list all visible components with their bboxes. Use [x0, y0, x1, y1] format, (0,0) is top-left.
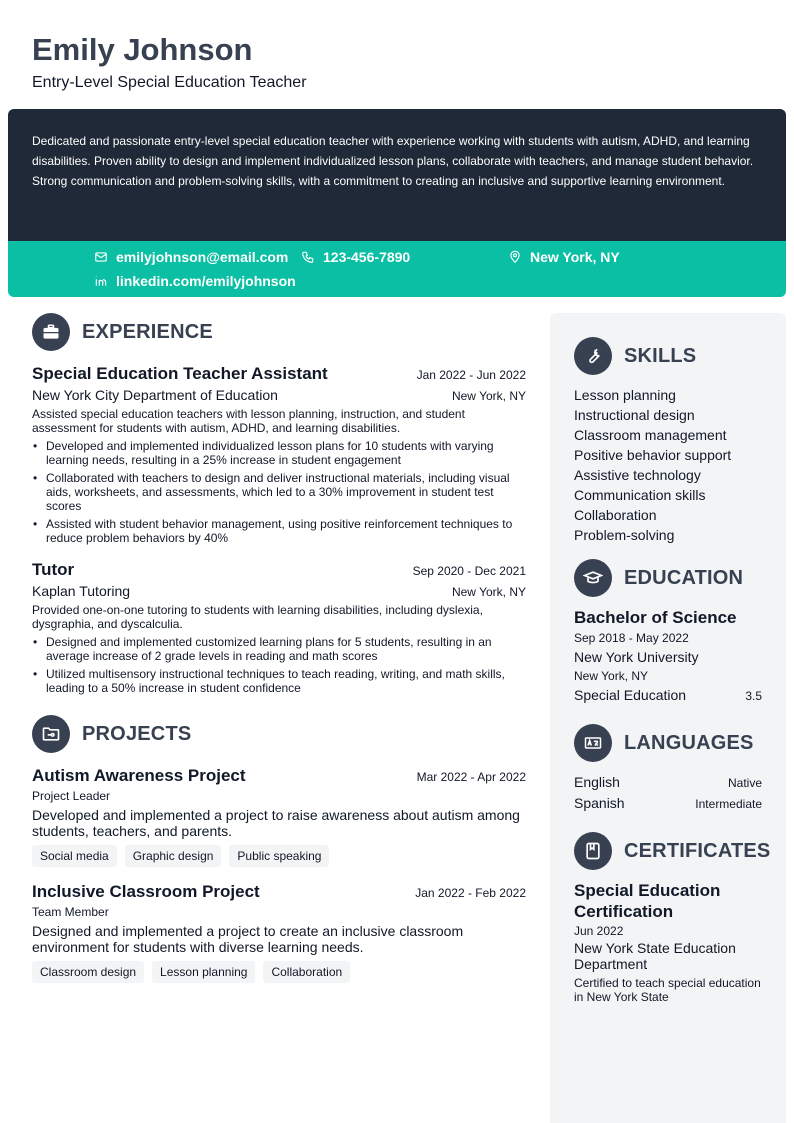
skill-item: Assistive technology	[574, 467, 701, 483]
sidebar	[550, 313, 786, 1123]
graduation-cap-icon	[574, 559, 612, 597]
contact-phone-text: 123-456-7890	[323, 249, 411, 265]
job-org: Kaplan Tutoring	[32, 583, 131, 599]
language-item	[574, 793, 762, 814]
languages-title: LANGUAGES	[624, 731, 754, 754]
contact-email[interactable]	[94, 247, 288, 267]
education-degree: Bachelor of Science	[574, 608, 737, 627]
job-bullet: • Assisted with student behavior management, using positive reinforcement techniques to reduce problem behaviors by 40%	[32, 517, 526, 545]
skills-list	[574, 385, 762, 545]
certificates-title: CERTIFICATES	[624, 839, 771, 862]
project-entry	[32, 765, 526, 867]
translate-icon	[574, 724, 612, 762]
languages-heading	[574, 724, 762, 762]
job-bullets	[32, 635, 526, 695]
resume-header	[32, 30, 307, 93]
job-desc: Assisted special education teachers with lesson planning, instruction, and student assessment for students with autism, ADHD, and learning disabilities.	[32, 407, 465, 435]
contact-bar	[8, 241, 786, 297]
folder-icon	[32, 715, 70, 753]
language-item	[574, 772, 762, 793]
job-title: Special Education Teacher Assistant	[32, 364, 328, 383]
project-date: Jan 2022 - Feb 2022	[415, 886, 526, 900]
language-name: English	[574, 774, 620, 790]
map-pin-icon	[508, 250, 522, 264]
skill-item: Positive behavior support	[574, 447, 732, 463]
job-bullet: • Utilized multisensory instructional techniques to teach reading, writing, and math skills, leading to a 50% increase in student confidence	[32, 667, 526, 695]
mail-icon	[94, 250, 108, 264]
job-entry	[32, 363, 526, 545]
job-date: Sep 2020 - Dec 2021	[412, 564, 526, 578]
main-column	[32, 313, 526, 983]
job-org: New York City Department of Education	[32, 387, 278, 403]
education-gpa: 3.5	[745, 689, 762, 703]
project-tag: Public speaking	[229, 845, 329, 867]
project-tags	[32, 961, 526, 983]
project-tag: Social media	[32, 845, 117, 867]
project-title: Autism Awareness Project	[32, 766, 246, 785]
skill-item: Collaboration	[574, 507, 657, 523]
contact-linkedin[interactable]	[94, 271, 296, 291]
job-bullet: • Developed and implemented individualized lesson plans for 10 students with varying learning needs, resulting in a 25% increase in student engagement	[32, 439, 526, 467]
project-desc: Developed and implemented a project to raise awareness about autism among students, teachers, and parents.	[32, 807, 520, 839]
language-level: Native	[727, 776, 762, 790]
job-bullets	[32, 439, 526, 545]
job-desc: Provided one-on-one tutoring to students with learning disabilities, including dyslexia, dysgraphia, and dyscalculia.	[32, 603, 483, 631]
skill-item: Communication skills	[574, 487, 706, 503]
contact-email-text: emilyjohnson@email.com	[116, 249, 289, 265]
education-field: Special Education	[574, 687, 687, 703]
project-date: Mar 2022 - Apr 2022	[416, 770, 526, 784]
experience-title: EXPERIENCE	[82, 320, 213, 343]
skill-item: Classroom management	[574, 427, 727, 443]
project-role: Team Member	[32, 905, 109, 919]
project-role: Project Leader	[32, 789, 111, 803]
education-location: New York, NY	[574, 669, 649, 683]
contact-phone[interactable]	[301, 247, 410, 267]
experience-heading	[32, 313, 526, 351]
certificate-book-icon	[574, 832, 612, 870]
wrench-icon	[574, 337, 612, 375]
skill-item: Lesson planning	[574, 387, 676, 403]
language-level: Intermediate	[695, 797, 762, 811]
skill-item: Problem-solving	[574, 527, 675, 543]
job-location: New York, NY	[451, 389, 526, 403]
project-desc: Designed and implemented a project to create an inclusive classroom environment for students with diverse learning needs.	[32, 923, 464, 955]
skills-title: SKILLS	[624, 344, 697, 367]
project-tag: Lesson planning	[152, 961, 255, 983]
job-location: New York, NY	[451, 585, 526, 599]
certificate-name: Special Education Certification	[574, 881, 721, 921]
job-title: Tutor	[32, 560, 75, 579]
linkedin-icon	[94, 274, 108, 288]
job-bullet: • Designed and implemented customized learning plans for 5 students, resulting in an average increase of 2 grade levels in reading and math scores	[32, 635, 526, 663]
job-entry	[32, 559, 526, 695]
certificate-desc: Certified to teach special education in New York State	[574, 976, 761, 1004]
language-name: Spanish	[574, 795, 625, 811]
project-title: Inclusive Classroom Project	[32, 882, 260, 901]
project-tag: Graphic design	[125, 845, 222, 867]
languages-list	[574, 772, 762, 814]
projects-heading	[32, 715, 526, 753]
summary-box	[8, 109, 786, 241]
education-date: Sep 2018 - May 2022	[574, 631, 689, 645]
candidate-name: Emily Johnson	[32, 32, 253, 67]
certificate-issuer: New York State Education Department	[574, 940, 736, 972]
certificates-heading	[574, 832, 771, 870]
education-school: New York University	[574, 649, 699, 665]
project-tag: Classroom design	[32, 961, 144, 983]
candidate-title: Entry-Level Special Education Teacher	[32, 74, 307, 91]
contact-location-text: New York, NY	[530, 249, 620, 265]
summary-text: Dedicated and passionate entry-level special education teacher with experience working with students with autism, ADHD, and learning disabilities. Proven ability to design and implement individualized lesson plans, collaborate with teachers, and manage student behavior. Strong communication and problem-solving skills, with a commitment to creating an inclusive and supportive learning environment.	[32, 134, 754, 188]
project-tags	[32, 845, 526, 867]
skills-heading	[574, 337, 762, 375]
contact-linkedin-text: linkedin.com/emilyjohnson	[116, 273, 296, 289]
briefcase-icon	[32, 313, 70, 351]
certificate-date: Jun 2022	[574, 924, 624, 938]
contact-location	[508, 247, 620, 267]
education-heading	[574, 559, 762, 597]
skill-item: Instructional design	[574, 407, 695, 423]
education-title: EDUCATION	[624, 566, 744, 589]
job-bullet: • Collaborated with teachers to design and deliver instructional materials, including visual aids, worksheets, and assessments, which led to a 30% improvement in student test scores	[32, 471, 526, 513]
project-entry	[32, 881, 526, 983]
project-tag: Collaboration	[263, 961, 350, 983]
projects-title: PROJECTS	[82, 722, 192, 745]
job-date: Jan 2022 - Jun 2022	[416, 368, 526, 382]
phone-icon	[301, 250, 315, 264]
